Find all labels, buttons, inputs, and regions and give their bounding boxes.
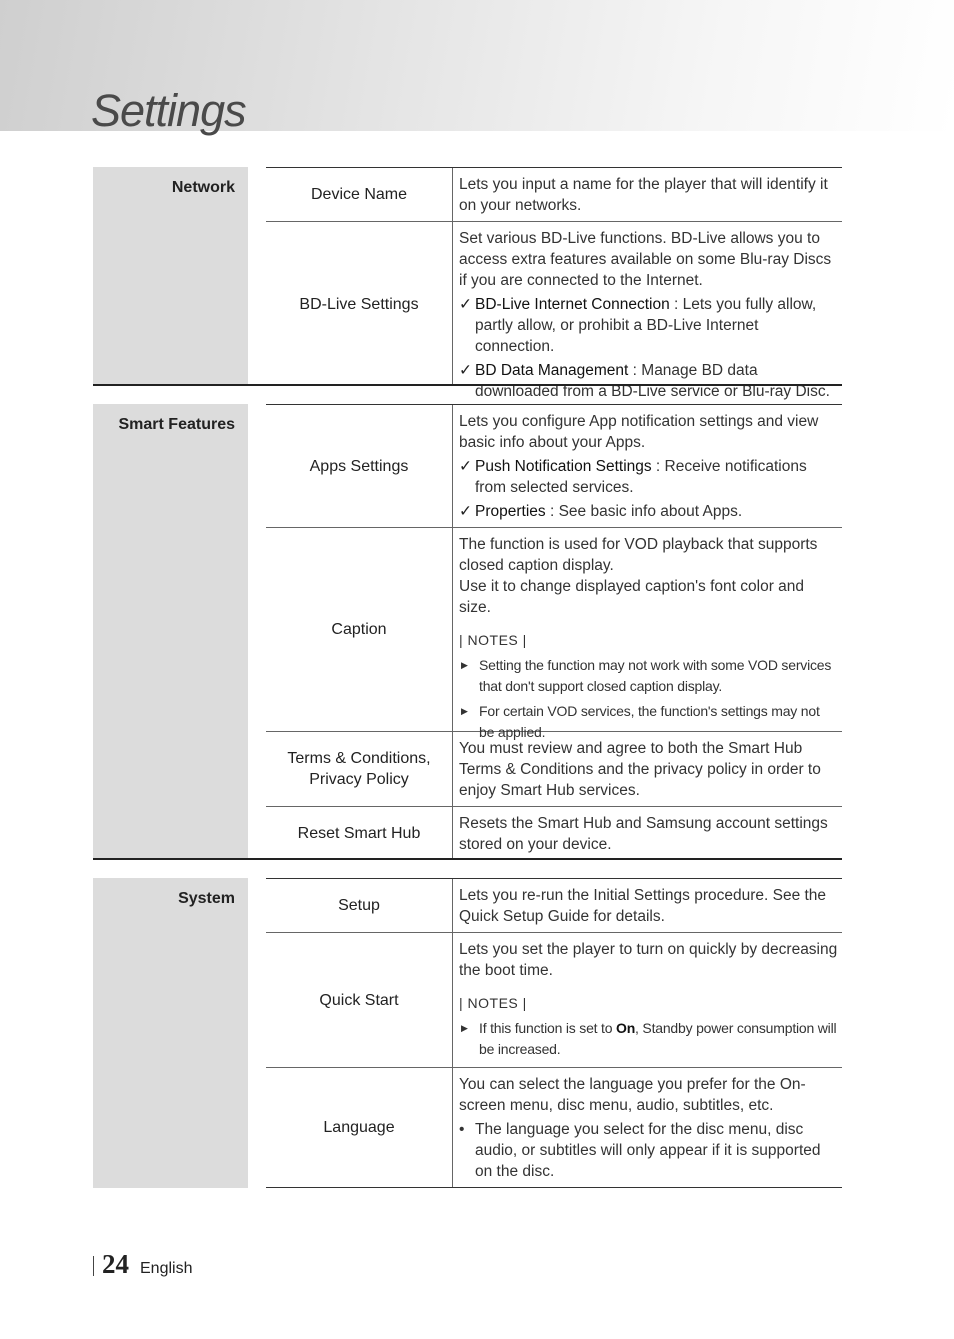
sub-option-term: BD Data Management — [475, 362, 629, 379]
setting-name-line: Terms & Conditions, — [287, 750, 431, 767]
sub-option — [459, 456, 838, 498]
bullet-item — [459, 1119, 838, 1182]
setting-name: Quick Start — [266, 933, 453, 1067]
sub-option-detail: : Receive notifications from selected services. — [475, 458, 807, 496]
note-text — [479, 1018, 838, 1060]
setting-row-setup — [266, 879, 842, 933]
settings-rows — [266, 167, 842, 400]
note-item — [459, 1018, 838, 1060]
check-icon: ✓ — [459, 296, 472, 313]
setting-name — [266, 732, 453, 806]
sub-option-text — [475, 294, 838, 357]
section-label: System — [93, 878, 248, 1188]
sub-option — [459, 360, 838, 402]
setting-row-device-name — [266, 168, 842, 222]
setting-description — [453, 222, 842, 400]
sub-option-term: Properties — [475, 503, 546, 520]
description-text: Lets you set the player to turn on quickly by decreasing the boot time. — [459, 941, 838, 979]
page-number: 24 — [102, 1249, 129, 1279]
description-text: Set various BD-Live functions. BD-Live allows you to access extra features available on some Blu-ray Discs if you are connected to the Internet. — [459, 230, 832, 289]
description-text: Lets you re-run the Initial Settings procedure. See the Quick Setup Guide for details. — [459, 887, 827, 925]
section-label: Smart Features — [93, 404, 248, 860]
setting-description — [453, 879, 842, 932]
triangle-bullet-icon: ▶ — [461, 660, 468, 670]
setting-description — [453, 1068, 842, 1187]
setting-name: Caption — [266, 528, 453, 731]
description-text: Resets the Smart Hub and Samsung account settings stored on your device. — [459, 815, 828, 853]
setting-row-quick-start — [266, 933, 842, 1068]
sub-option-term: BD-Live Internet Connection — [475, 296, 670, 313]
section-network — [93, 167, 842, 400]
bullet-text: The language you select for the disc menu, disc audio, or subtitles will only appear if it is supported on the disc. — [475, 1121, 821, 1180]
page-language: English — [140, 1260, 193, 1277]
sub-option — [459, 501, 838, 522]
setting-description — [453, 732, 842, 806]
description-text: The function is used for VOD playback that supports closed caption display. — [459, 536, 818, 574]
setting-name: Apps Settings — [266, 405, 453, 527]
description-text: You can select the language you prefer for the On-screen menu, disc menu, audio, subtitles, etc. — [459, 1076, 806, 1114]
setting-name: BD-Live Settings — [266, 222, 453, 386]
setting-description — [453, 933, 842, 1067]
setting-row-bd-live-settings — [266, 222, 842, 400]
section-divider — [93, 858, 842, 860]
setting-name: Reset Smart Hub — [266, 807, 453, 860]
triangle-bullet-icon: ▶ — [461, 706, 468, 716]
page-title: Settings — [91, 85, 246, 136]
check-icon: ✓ — [459, 503, 472, 520]
settings-rows — [266, 878, 842, 1188]
setting-row-language — [266, 1068, 842, 1187]
section-divider — [93, 384, 842, 386]
setting-row-terms-privacy — [266, 732, 842, 807]
setting-name-line: Privacy Policy — [309, 771, 409, 788]
footer-divider — [93, 1256, 94, 1276]
description-text: Use it to change displayed caption's font color and size. — [459, 578, 805, 616]
bullet-icon: • — [459, 1121, 465, 1138]
triangle-bullet-icon: ▶ — [461, 1023, 468, 1033]
setting-row-apps-settings — [266, 405, 842, 528]
description-text: You must review and agree to both the Smart Hub Terms & Conditions and the privacy policy in order to enjoy Smart Hub services. — [459, 740, 821, 799]
sub-option — [459, 294, 838, 357]
section-system — [93, 878, 842, 1188]
setting-row-reset-smart-hub — [266, 807, 842, 860]
note-emphasis: On — [616, 1020, 636, 1036]
sub-option-text — [475, 501, 742, 522]
sub-option-detail: : Manage BD data downloaded from a BD-Live service or Blu-ray Disc. — [475, 362, 830, 400]
description-text: Lets you configure App notification settings and view basic info about your Apps. — [459, 413, 819, 451]
sub-option-text — [475, 456, 838, 498]
notes-label: | NOTES | — [459, 995, 527, 1011]
setting-description — [453, 168, 842, 221]
settings-rows — [266, 404, 842, 860]
note-text-part: , Standby power consumption will be increased. — [479, 1020, 837, 1057]
note-text: For certain VOD services, the function's settings may not be applied. — [479, 703, 820, 740]
section-smart-features — [93, 404, 842, 860]
setting-name: Language — [266, 1068, 453, 1187]
sub-option-term: Push Notification Settings — [475, 458, 652, 475]
setting-description — [453, 807, 842, 860]
sub-option-detail: : See basic info about Apps. — [545, 503, 743, 520]
check-icon: ✓ — [459, 458, 472, 475]
note-text-part: If this function is set to — [479, 1020, 616, 1036]
check-icon: ✓ — [459, 362, 472, 379]
section-label: Network — [93, 167, 248, 386]
note-item — [459, 655, 838, 697]
setting-description — [453, 528, 842, 740]
sub-option-detail: : Lets you fully allow, partly allow, or prohibit a BD-Live Internet connection. — [475, 296, 817, 355]
notes-label: | NOTES | — [459, 632, 527, 648]
setting-name: Setup — [266, 879, 453, 932]
setting-description — [453, 405, 842, 527]
setting-name: Device Name — [266, 168, 453, 221]
note-text: Setting the function may not work with some VOD services that don't support closed caption display. — [479, 657, 832, 694]
setting-row-caption — [266, 528, 842, 740]
description-text: Lets you input a name for the player that will identify it on your networks. — [459, 176, 828, 214]
sub-option-text — [475, 360, 838, 402]
